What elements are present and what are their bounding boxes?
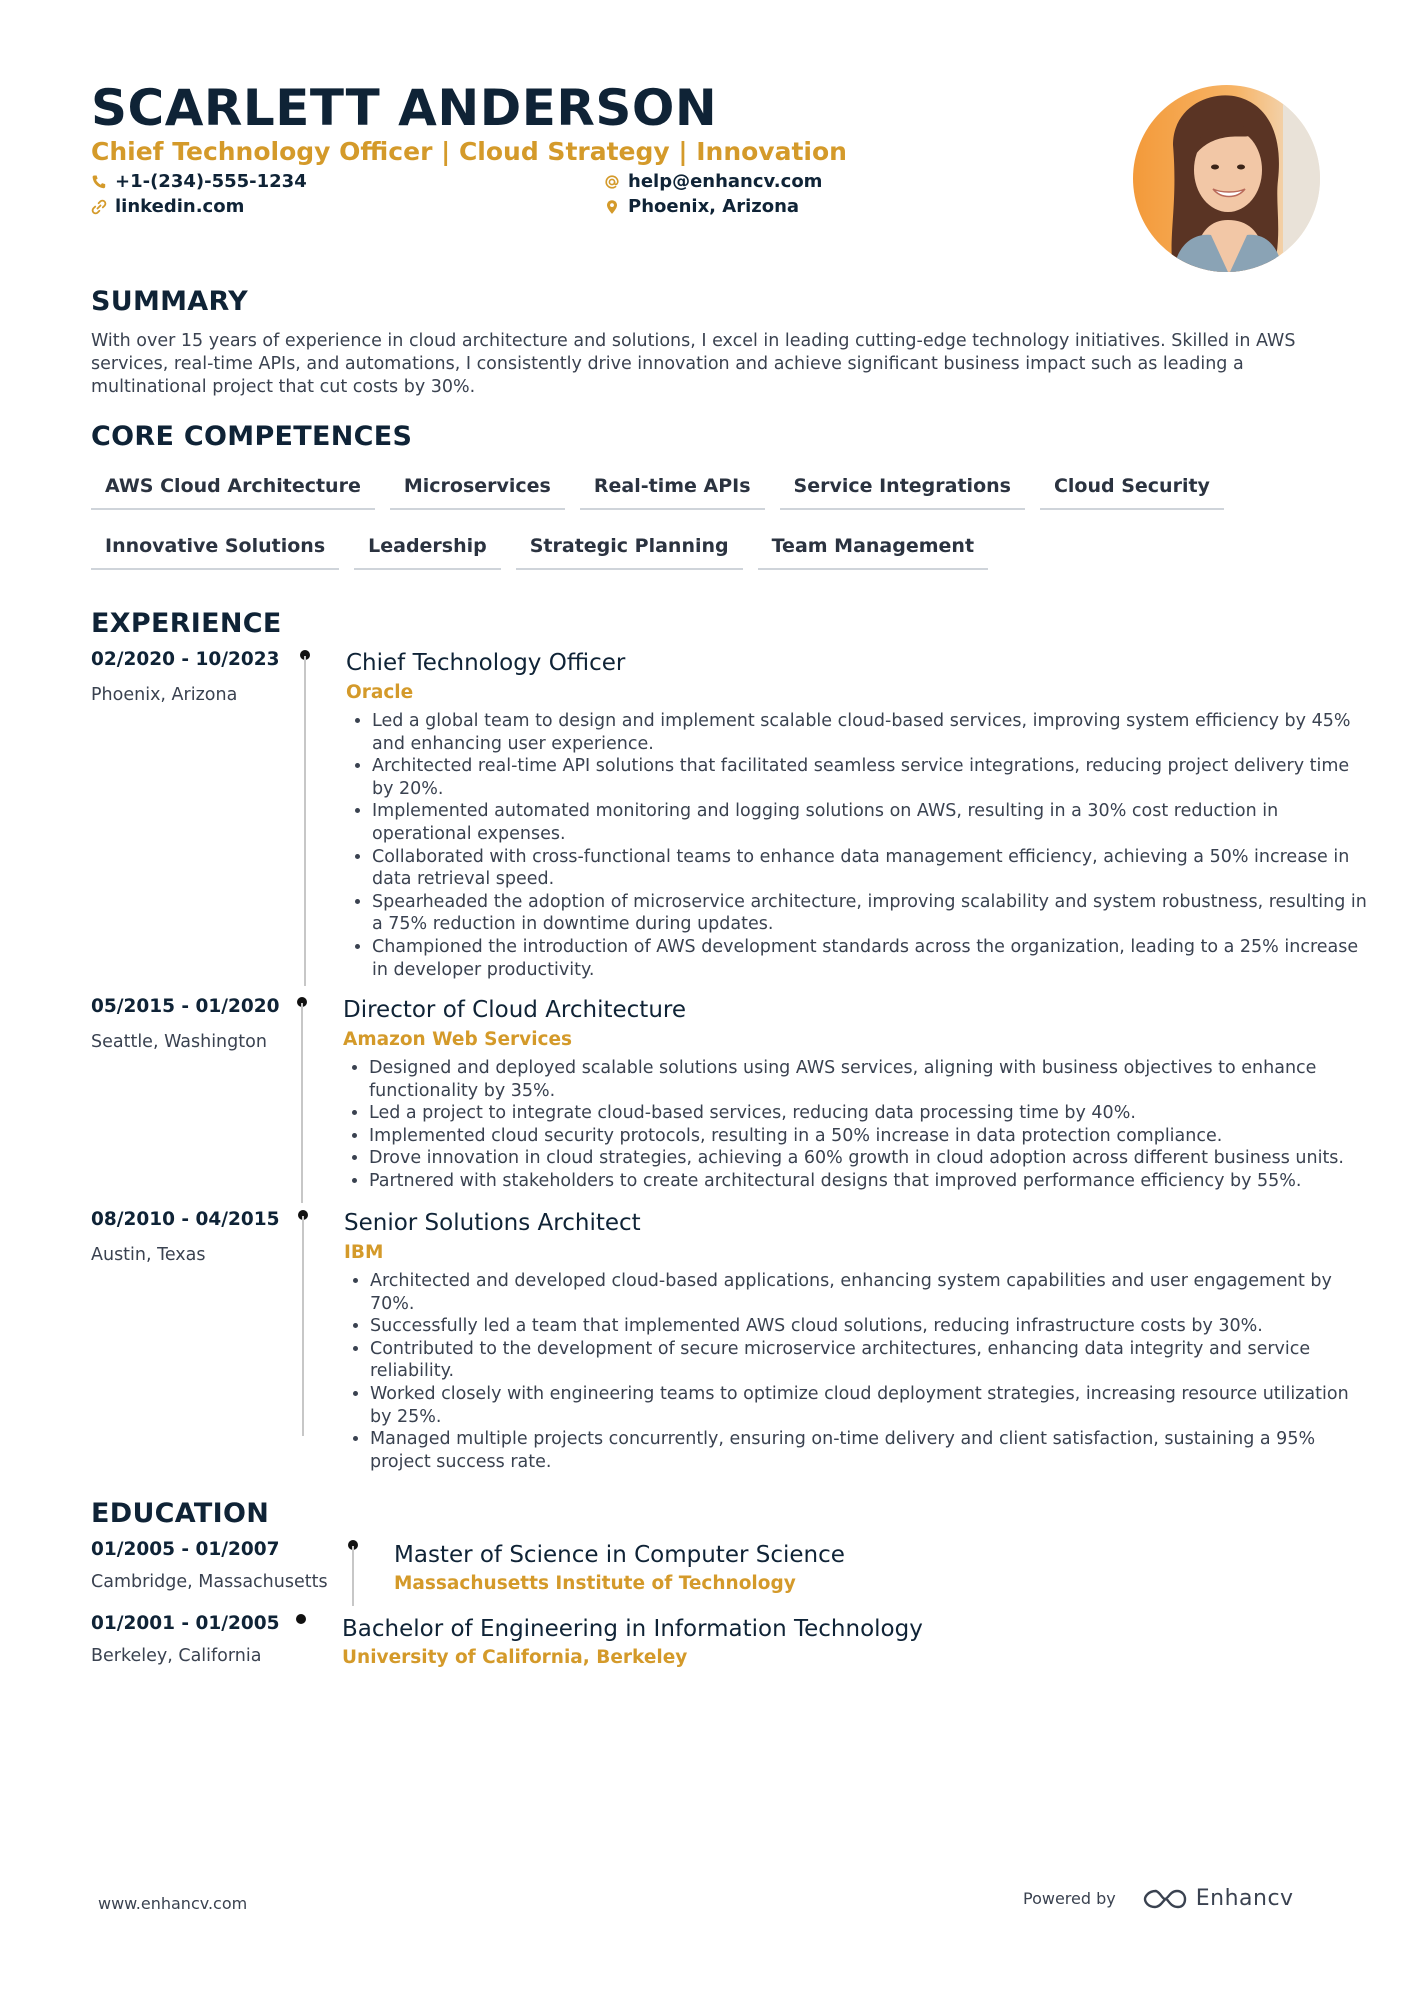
timeline-line bbox=[352, 1546, 354, 1606]
timeline-dot bbox=[296, 1614, 306, 1624]
timeline-line bbox=[302, 1216, 304, 1436]
experience-entry bbox=[91, 995, 1344, 1205]
job-bullet: • Partnered with stakeholders to create architectural designs that improved performance efficiency by 55%. bbox=[369, 1170, 1374, 1193]
profile-photo bbox=[1133, 85, 1320, 272]
chip-row-2 bbox=[91, 530, 1331, 570]
edu-dates: 01/2005 - 01/2007 bbox=[91, 1539, 280, 1560]
powered-by-label: Powered by bbox=[1023, 1889, 1116, 1908]
edu-degree: Bachelor of Engineering in Information Technology bbox=[342, 1616, 923, 1642]
timeline-line bbox=[304, 656, 306, 986]
job-company: IBM bbox=[344, 1242, 384, 1263]
competence-chip: Team Management bbox=[758, 530, 988, 570]
job-bullet: • Championed the introduction of AWS development standards across the organization, leading to a 25% increase in developer productivity. bbox=[372, 936, 1372, 981]
job-bullet: • Collaborated with cross-functional teams to enhance data management efficiency, achieving a 50% increase in data retrieval speed. bbox=[372, 846, 1372, 891]
job-bullet: • Led a global team to design and implement scalable cloud-based services, improving system efficiency by 45% and enhancing user experience. bbox=[372, 710, 1372, 755]
job-location: Seattle, Washington bbox=[91, 1032, 267, 1052]
competences-heading: CORE COMPETENCES bbox=[91, 421, 413, 452]
job-bullet: • Drove innovation in cloud strategies, achieving a 60% growth in cloud adoption across different business units. bbox=[369, 1147, 1374, 1170]
job-company: Oracle bbox=[346, 682, 414, 703]
enhancv-brand[interactable]: Enhancv bbox=[1195, 1886, 1294, 1911]
job-bullet: • Contributed to the development of secure microservice architectures, enhancing data integrity and service reliability. bbox=[370, 1338, 1375, 1383]
email-text[interactable]: help@enhancv.com bbox=[628, 171, 823, 192]
job-bullets bbox=[344, 1270, 1375, 1473]
job-dates: 02/2020 - 10/2023 bbox=[91, 649, 280, 670]
edu-school: Massachusetts Institute of Technology bbox=[394, 1573, 796, 1594]
competence-chips bbox=[91, 470, 1331, 590]
at-icon bbox=[604, 174, 620, 190]
competence-chip: Innovative Solutions bbox=[91, 530, 339, 570]
job-company: Amazon Web Services bbox=[343, 1029, 573, 1050]
edu-location: Berkeley, California bbox=[91, 1646, 262, 1666]
job-role: Senior Solutions Architect bbox=[344, 1210, 641, 1236]
job-role: Chief Technology Officer bbox=[346, 650, 626, 676]
candidate-name: SCARLETT ANDERSON bbox=[91, 79, 718, 137]
summary-text: With over 15 years of experience in cloud architecture and solutions, I excel in leading cutting-edge technology initiatives. Skilled in AWS services, real-time APIs, and automations, I consistently drive innovation and achieve significant business impact such as leading a multinational project that cut costs by 30%. bbox=[91, 331, 1296, 397]
job-bullet: • Designed and deployed scalable solutions using AWS services, aligning with business objectives to enhance functionality by 35%. bbox=[369, 1057, 1374, 1102]
edu-school: University of California, Berkeley bbox=[342, 1647, 688, 1668]
job-bullet: • Managed multiple projects concurrently, ensuring on-time delivery and client satisfaction, sustaining a 95% project success rate. bbox=[370, 1428, 1375, 1473]
edu-location: Cambridge, Massachusetts bbox=[91, 1572, 328, 1592]
job-bullet: • Spearheaded the adoption of microservice architecture, improving scalability and system robustness, resulting in a 75% reduction in downtime during updates. bbox=[372, 891, 1372, 936]
job-bullet: • Led a project to integrate cloud-based services, reducing data processing time by 40%. bbox=[369, 1102, 1374, 1125]
linkedin-text[interactable]: linkedin.com bbox=[115, 196, 245, 217]
job-role: Director of Cloud Architecture bbox=[343, 997, 687, 1023]
education-entry bbox=[91, 1538, 1331, 1608]
job-location: Phoenix, Arizona bbox=[91, 685, 238, 705]
location-pin-icon bbox=[604, 199, 620, 215]
competence-chip: Microservices bbox=[390, 470, 565, 510]
job-bullet: • Architected and developed cloud-based applications, enhancing system capabilities and user engagement by 70%. bbox=[370, 1270, 1375, 1315]
contact-phone bbox=[91, 170, 307, 194]
summary-heading: SUMMARY bbox=[91, 286, 248, 317]
competence-chip: Strategic Planning bbox=[516, 530, 743, 570]
contact-email bbox=[604, 170, 822, 194]
job-dates: 05/2015 - 01/2020 bbox=[91, 996, 280, 1017]
experience-entry bbox=[91, 648, 1367, 988]
enhancv-logo-icon bbox=[1142, 1887, 1188, 1911]
competence-chip: Real-time APIs bbox=[580, 470, 765, 510]
phone-icon bbox=[91, 174, 107, 190]
candidate-title: Chief Technology Officer | Cloud Strategy | Innovation bbox=[91, 137, 847, 166]
experience-heading: EXPERIENCE bbox=[91, 608, 282, 639]
contact-location bbox=[604, 195, 799, 219]
footer-branding bbox=[1023, 1886, 1294, 1911]
location-text: Phoenix, Arizona bbox=[628, 196, 800, 217]
education-heading: EDUCATION bbox=[91, 1498, 270, 1529]
edu-degree: Master of Science in Computer Science bbox=[394, 1542, 845, 1568]
job-bullet: • Successfully led a team that implemented AWS cloud solutions, reducing infrastructure costs by 30%. bbox=[370, 1315, 1375, 1338]
chip-row-1 bbox=[91, 470, 1331, 510]
competence-chip: Service Integrations bbox=[780, 470, 1025, 510]
job-bullets bbox=[343, 1057, 1374, 1193]
job-bullet: • Worked closely with engineering teams to optimize cloud deployment strategies, increasing resource utilization by 25%. bbox=[370, 1383, 1375, 1428]
job-bullet: • Implemented automated monitoring and logging solutions on AWS, resulting in a 30% cost reduction in operational expenses. bbox=[372, 800, 1372, 845]
contact-linkedin bbox=[91, 195, 244, 219]
job-bullet: • Architected real-time API solutions that facilitated seamless service integrations, reducing project delivery time by 20%. bbox=[372, 755, 1372, 800]
job-bullet: • Implemented cloud security protocols, resulting in a 50% increase in data protection compliance. bbox=[369, 1125, 1374, 1148]
phone-text[interactable]: +1-(234)-555-1234 bbox=[115, 171, 307, 192]
footer-website[interactable]: www.enhancv.com bbox=[98, 1894, 248, 1913]
competence-chip: Leadership bbox=[354, 530, 501, 570]
job-location: Austin, Texas bbox=[91, 1245, 206, 1265]
timeline-line bbox=[301, 1003, 303, 1203]
competence-chip: AWS Cloud Architecture bbox=[91, 470, 375, 510]
job-dates: 08/2010 - 04/2015 bbox=[91, 1209, 280, 1230]
experience-entry bbox=[91, 1208, 1349, 1483]
edu-dates: 01/2001 - 01/2005 bbox=[91, 1613, 280, 1634]
competence-chip: Cloud Security bbox=[1040, 470, 1224, 510]
link-icon bbox=[91, 199, 107, 215]
job-bullets bbox=[346, 710, 1372, 981]
education-entry bbox=[91, 1612, 1331, 1682]
